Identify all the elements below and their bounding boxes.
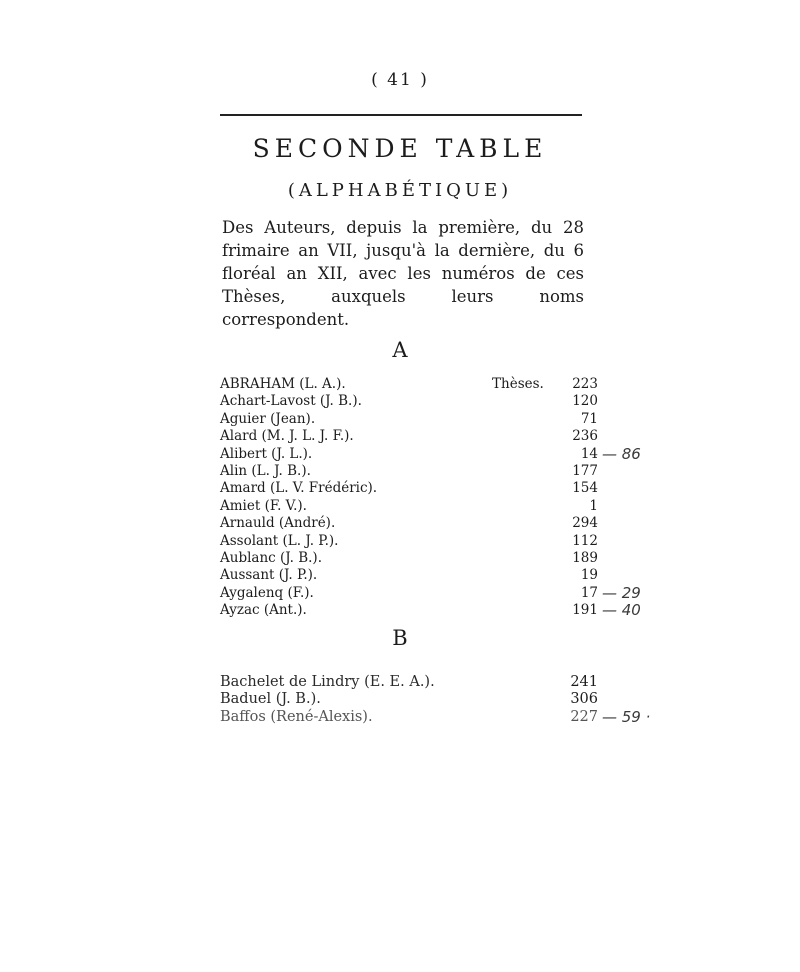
thesis-number: 241 bbox=[570, 674, 598, 690]
list-item bbox=[220, 550, 640, 567]
author-name: Aublanc (J. B.). bbox=[220, 549, 322, 566]
list-item bbox=[220, 567, 640, 584]
section-letter-a: A bbox=[392, 338, 408, 362]
author-name: Aygalenq (F.). bbox=[220, 584, 314, 601]
list-item bbox=[220, 585, 640, 602]
thesis-number: 1 bbox=[589, 497, 598, 514]
intro-paragraph bbox=[222, 216, 584, 331]
list-item bbox=[220, 393, 640, 410]
handwritten-annotation: — 29 bbox=[602, 583, 641, 602]
list-item bbox=[220, 480, 640, 497]
author-name: Baffos (René-Alexis). bbox=[220, 708, 373, 725]
thesis-number: 306 bbox=[570, 691, 598, 708]
author-name: Amard (L. V. Frédéric). bbox=[220, 480, 378, 497]
thesis-number: 17 bbox=[580, 584, 598, 601]
thesis-number: 154 bbox=[572, 480, 598, 497]
handwritten-annotation: — 86 bbox=[602, 444, 641, 463]
intro-text: Des Auteurs, depuis la première, du 28 frimaire an VII, jusqu'à la dernière, du 6 floréal an XII, avec les numéros de ces Thèses, auxquels leurs noms correspondent. bbox=[222, 218, 584, 329]
thesis-number: 112 bbox=[572, 532, 598, 549]
thesis-number: 14 bbox=[580, 445, 598, 462]
handwritten-annotation: — 40 bbox=[602, 601, 641, 620]
author-name: Aussant (J. P.). bbox=[220, 567, 318, 584]
list-item bbox=[220, 428, 640, 445]
page-number: ( 41 ) bbox=[371, 70, 429, 90]
list-item bbox=[220, 707, 651, 726]
thesis-number: 120 bbox=[572, 393, 598, 410]
author-name: Assolant (L. J. P.). bbox=[220, 532, 339, 549]
author-name: Amiet (F. V.). bbox=[220, 497, 307, 514]
handwritten-annotation: — 59 · bbox=[602, 707, 651, 726]
list-item bbox=[220, 602, 640, 619]
page-title: SECONDE TABLE bbox=[252, 134, 548, 163]
thesis-number: 294 bbox=[572, 515, 598, 532]
thesis-number: 71 bbox=[580, 410, 598, 427]
header-rule bbox=[220, 114, 582, 116]
thesis-number: 177 bbox=[572, 462, 598, 479]
list-item bbox=[220, 674, 640, 691]
entries-list-b bbox=[220, 674, 651, 726]
author-name: Alibert (J. L.). bbox=[220, 445, 313, 462]
theses-column-label: Thèses. bbox=[492, 376, 544, 392]
author-name: Aguier (Jean). bbox=[220, 410, 316, 427]
author-name: Baduel (J. B.). bbox=[220, 691, 321, 708]
list-item bbox=[220, 463, 640, 480]
author-name: Ayzac (Ant.). bbox=[220, 602, 307, 619]
author-name: Arnauld (André). bbox=[220, 515, 336, 532]
list-item bbox=[220, 446, 640, 463]
author-name: Alin (L. J. B.). bbox=[220, 462, 311, 479]
thesis-number: 191 bbox=[572, 602, 598, 619]
list-item bbox=[220, 498, 640, 515]
list-item bbox=[220, 411, 640, 428]
thesis-number: 189 bbox=[572, 549, 598, 566]
author-name: Bachelet de Lindry (E. E. A.). bbox=[220, 674, 435, 690]
list-item bbox=[220, 376, 640, 393]
thesis-number: 19 bbox=[580, 567, 598, 584]
thesis-number: 227 bbox=[570, 708, 598, 725]
page-subtitle: (ALPHABÉTIQUE) bbox=[287, 180, 513, 201]
entries-list-a bbox=[220, 376, 640, 619]
list-item bbox=[220, 691, 640, 708]
author-name: ABRAHAM (L. A.). bbox=[220, 376, 346, 392]
author-name: Alard (M. J. L. J. F.). bbox=[220, 428, 354, 445]
list-item bbox=[220, 515, 640, 532]
author-name: Achart-Lavost (J. B.). bbox=[220, 393, 362, 410]
list-item bbox=[220, 533, 640, 550]
thesis-number: 236 bbox=[572, 428, 598, 445]
section-letter-b: B bbox=[392, 626, 408, 650]
thesis-number: 223 bbox=[572, 376, 598, 392]
